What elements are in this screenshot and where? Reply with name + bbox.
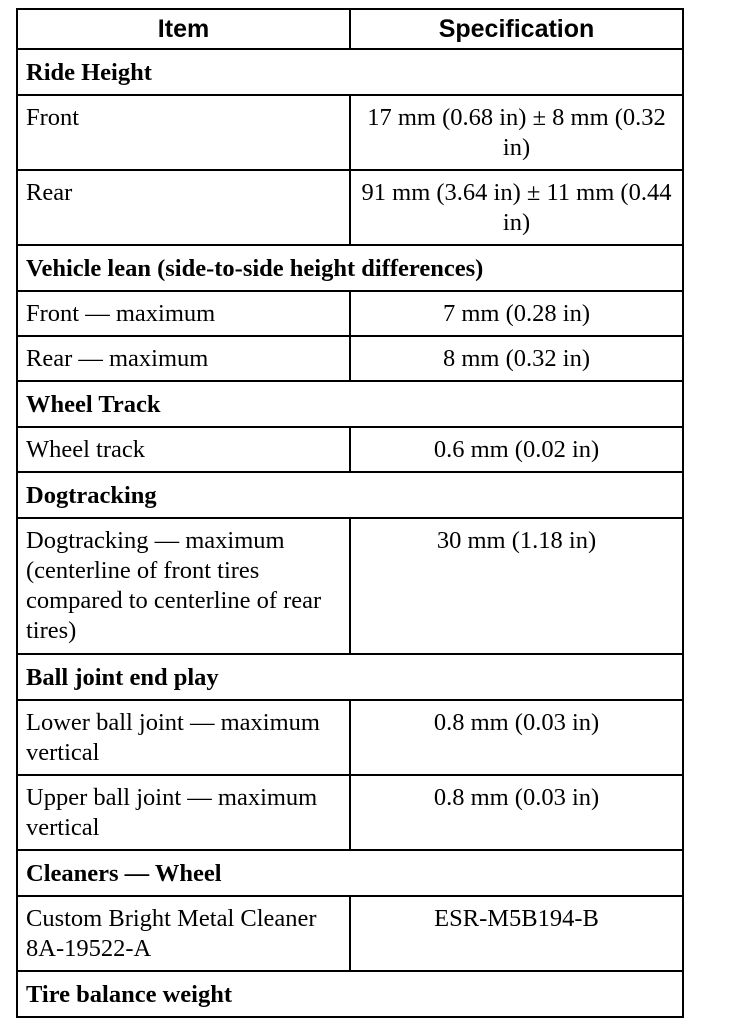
table-row	[17, 775, 683, 850]
section-row	[17, 654, 683, 700]
spec-cell: 7 mm (0.28 in)	[350, 291, 683, 336]
section-heading: Tire balance weight	[17, 971, 683, 1017]
table-row	[17, 700, 683, 775]
table-row	[17, 170, 683, 245]
spec-cell: 0.6 mm (0.02 in)	[350, 427, 683, 472]
section-row	[17, 381, 683, 427]
spec-cell: 17 mm (0.68 in) ± 8 mm (0.32 in)	[350, 95, 683, 170]
table-row	[17, 95, 683, 170]
section-heading: Dogtracking	[17, 472, 683, 518]
table-row	[17, 518, 683, 654]
specification-column-header: Specification	[350, 9, 683, 49]
item-cell: Front — maximum	[17, 291, 350, 336]
item-cell: Custom Bright Metal Cleaner 8A-19522-A	[17, 896, 350, 971]
specification-table	[16, 8, 684, 1018]
table-row	[17, 336, 683, 381]
section-row	[17, 850, 683, 896]
item-cell: Rear	[17, 170, 350, 245]
item-cell: Front	[17, 95, 350, 170]
section-heading: Vehicle lean (side-to-side height differences)	[17, 245, 683, 291]
table-row	[17, 291, 683, 336]
spec-cell: ESR-M5B194-B	[350, 896, 683, 971]
section-heading: Wheel Track	[17, 381, 683, 427]
section-heading: Ball joint end play	[17, 654, 683, 700]
item-cell: Upper ball joint — maximum vertical	[17, 775, 350, 850]
spec-cell: 91 mm (3.64 in) ± 11 mm (0.44 in)	[350, 170, 683, 245]
spec-cell: 0.8 mm (0.03 in)	[350, 700, 683, 775]
section-heading: Ride Height	[17, 49, 683, 95]
header-row	[17, 9, 683, 49]
item-cell: Dogtracking — maximum (centerline of front tires compared to centerline of rear tires)	[17, 518, 350, 654]
section-row	[17, 971, 683, 1017]
spec-cell: 8 mm (0.32 in)	[350, 336, 683, 381]
section-row	[17, 245, 683, 291]
spec-cell: 30 mm (1.18 in)	[350, 518, 683, 654]
spec-cell: 0.8 mm (0.03 in)	[350, 775, 683, 850]
section-row	[17, 472, 683, 518]
table-row	[17, 896, 683, 971]
item-column-header: Item	[17, 9, 350, 49]
item-cell: Rear — maximum	[17, 336, 350, 381]
table-row	[17, 427, 683, 472]
section-row	[17, 49, 683, 95]
item-cell: Lower ball joint — maximum vertical	[17, 700, 350, 775]
section-heading: Cleaners — Wheel	[17, 850, 683, 896]
item-cell: Wheel track	[17, 427, 350, 472]
